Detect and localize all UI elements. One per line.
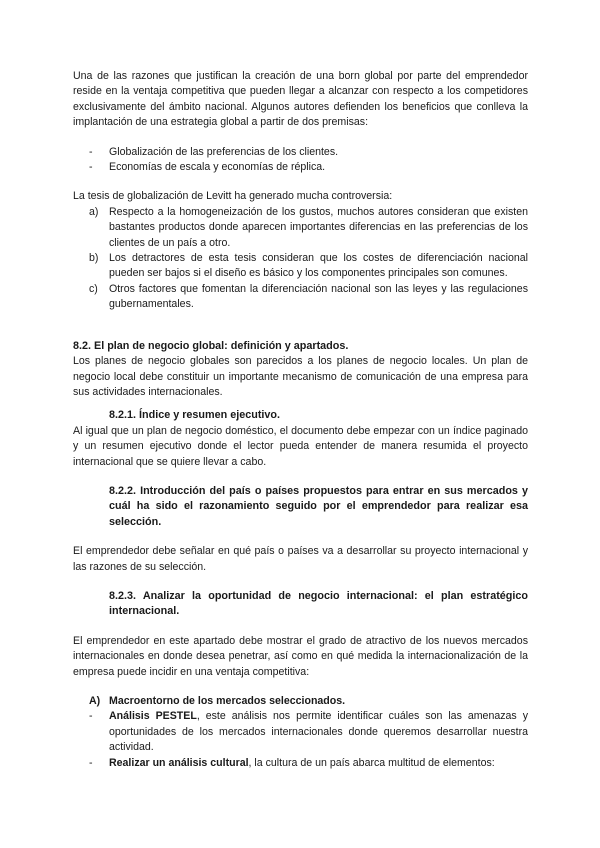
list-item-bold: Realizar un análisis cultural: [109, 756, 249, 769]
list-item-text: Otros factores que fomentan la diferenciación nacional son las leyes y las regulaciones gubernamentales.: [109, 282, 528, 311]
subsection-a-heading: [73, 694, 528, 709]
list-item-bold: Análisis PESTEL: [109, 710, 197, 723]
levitt-points-list: [73, 205, 528, 313]
premises-list: [73, 145, 528, 176]
section-text-8-2-1: Al igual que un plan de negocio doméstico, el documento debe empezar con un índice paginado y un resumen ejecutivo donde el lector pueda entender de manera resumida el proyecto internacional que se quiere llevar a cabo.: [73, 424, 528, 468]
list-item-text: , la cultura de un país abarca multitud de elementos:: [248, 756, 495, 769]
subsection-heading-text: Macroentorno de los mercados seleccionados.: [109, 695, 346, 707]
list-item: [73, 756, 528, 771]
section-heading-8-2: 8.2. El plan de negocio global: definición y apartados.: [73, 339, 349, 352]
list-item: [73, 282, 528, 313]
list-item: [73, 251, 528, 282]
list-item-text: Respecto a la homogeneización de los gustos, muchos autores consideran que existen bastantes productos donde aparecen importantes diferencias en las preferencias de los clientes de un país a otro.: [109, 205, 528, 249]
subsection-a-list: [73, 709, 528, 771]
list-marker: a): [89, 205, 99, 218]
intro-paragraph: Una de las razones que justifican la creación de una born global por parte del emprendedor reside en la ventaja competitiva que pueden llegar a alcanzar con respecto a los competidores exclusivamente del ámbito nacional. Algunos autores defienden los beneficios que conlleva la implantación de una estrategia global a partir de dos premisas:: [73, 70, 528, 129]
list-marker: b): [89, 252, 99, 265]
page-content: [73, 69, 528, 771]
levitt-intro: La tesis de globalización de Levitt ha generado mucha controversia:: [73, 190, 393, 203]
section-heading-8-2-2: 8.2.2. Introducción del país o países propuestos para entrar en sus mercados y cuál ha sido el razonamiento seguido por el emprendedor para realizar esa selección.: [109, 484, 528, 528]
list-item-text: , este análisis nos permite identificar cuáles son las amenazas y oportunidades de los mercados internacionales donde queremos desarrollar nuestra actividad.: [109, 710, 528, 754]
section-text-8-2: Los planes de negocio globales son parecidos a los planes de negocio locales. Un plan de negocio local debe constituir un importante mecanismo de comunicación de una empresa para sus actividades internacionales.: [73, 355, 528, 398]
section-heading-8-2-3: 8.2.3. Analizar la oportunidad de negocio internacional: el plan estratégico internacional.: [109, 589, 528, 618]
list-item: - Globalización de las preferencias de los clientes.: [73, 145, 528, 160]
list-item-text: Los detractores de esta tesis consideran que los costes de diferenciación nacional pueden ser bajos si el diseño es básico y los componentes principales son comunes.: [109, 252, 528, 280]
list-item: [73, 205, 528, 251]
list-item: - Economías de escala y economías de réplica.: [73, 160, 528, 175]
section-text-8-2-3: El emprendedor en este apartado debe mostrar el grado de atractivo de los nuevos mercados internacionales en donde desea penetrar, así como en qué medida la internacionalización de la empresa puede incidir en una ventaja competitiva:: [73, 634, 528, 678]
list-marker: c): [89, 282, 98, 295]
list-item: [73, 709, 528, 755]
section-heading-8-2-1: 8.2.1. Índice y resumen ejecutivo.: [109, 409, 281, 422]
subsection-marker: A): [89, 695, 101, 707]
section-text-8-2-2: El emprendedor debe señalar en qué país o países va a desarrollar su proyecto internacional y las razones de su selección.: [73, 545, 528, 573]
